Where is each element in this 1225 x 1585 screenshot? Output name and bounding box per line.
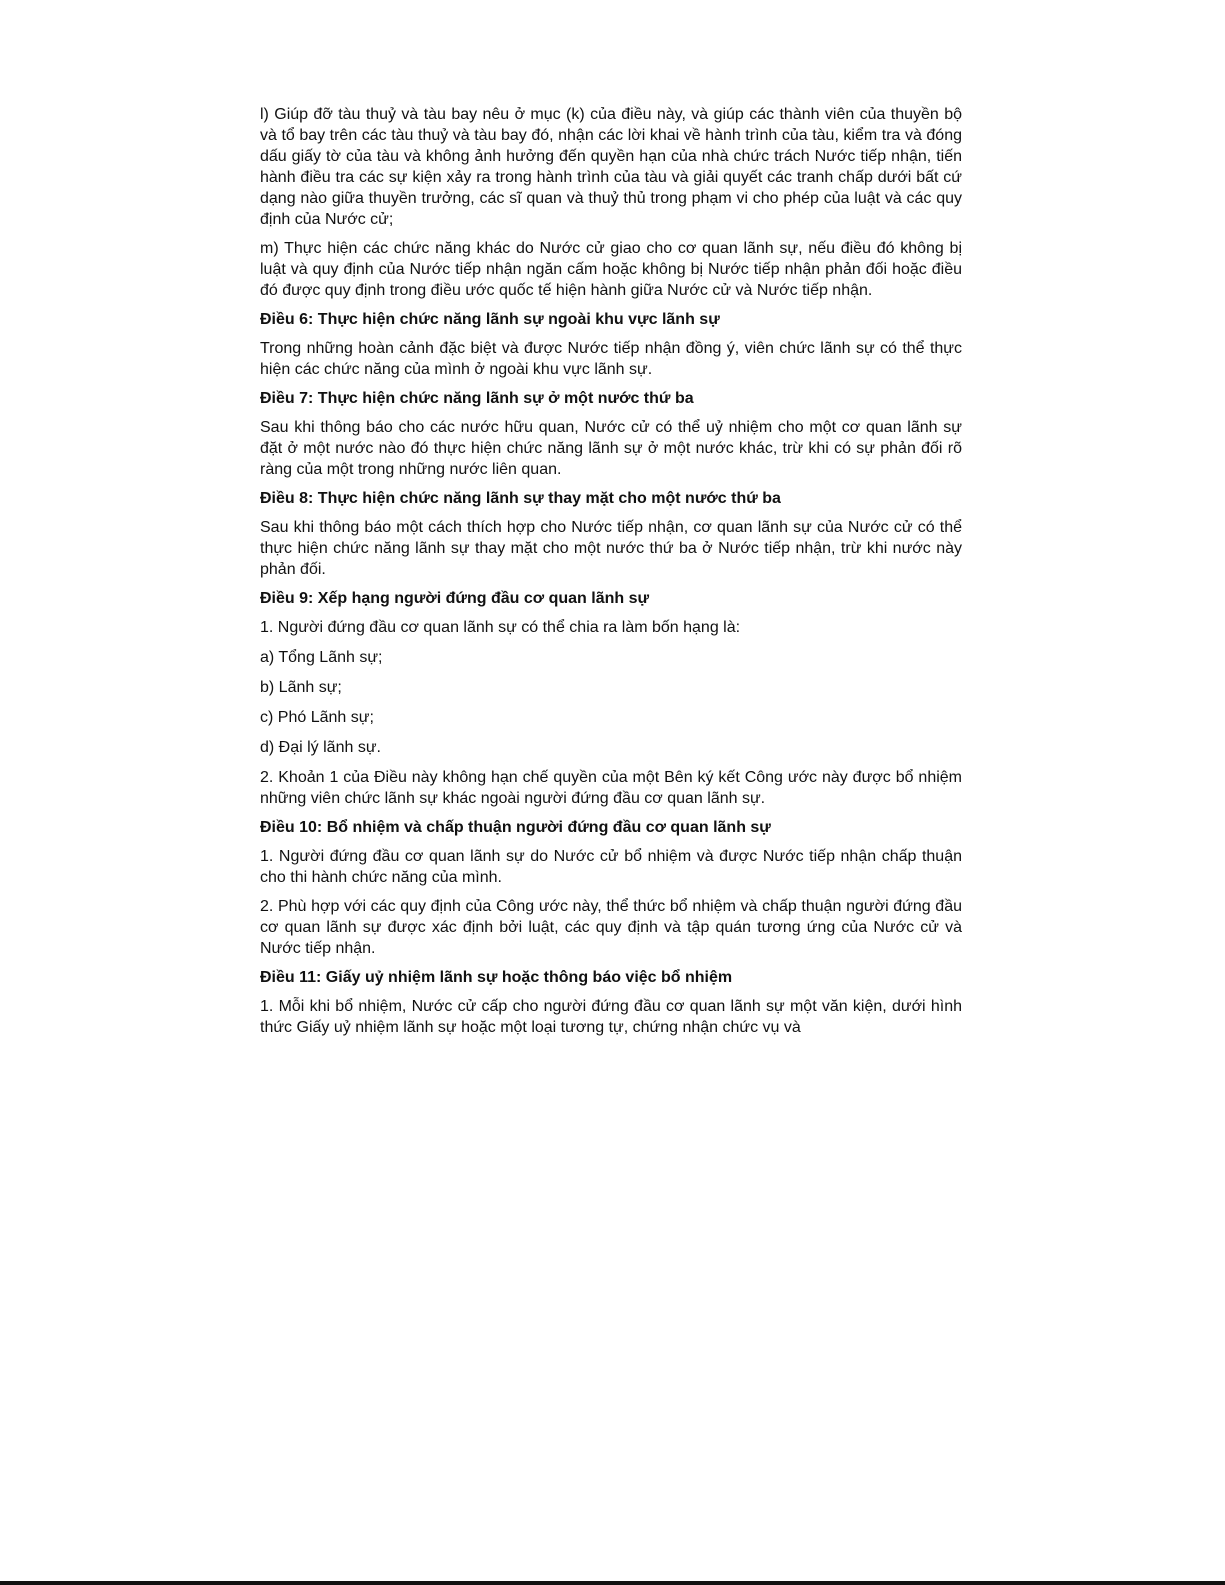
article-10-heading: Điều 10: Bổ nhiệm và chấp thuận người đứng đầu cơ quan lãnh sự bbox=[260, 819, 771, 836]
article-6-heading: Điều 6: Thực hiện chức năng lãnh sự ngoài khu vực lãnh sự bbox=[260, 311, 720, 328]
paragraph-l: l) Giúp đỡ tàu thuỷ và tàu bay nêu ở mục (k) của điều này, và giúp các thành viên của thuyền bộ và tổ bay trên các tàu thuỷ và tàu bay đó, nhận các lời khai về hành trình của tàu, kiểm tra và đóng dấu giấy tờ của tàu và không ảnh hưởng đến quyền hạn của nhà chức trách Nước tiếp nhận, tiến hành điều tra các sự kiện xảy ra trong hành trình của tàu và giải quyết các tranh chấp dưới bất cứ dạng nào giữa thuyền trưởng, các sĩ quan và thuỷ thủ trong phạm vi cho phép của luật và các quy định của Nước cử; bbox=[260, 106, 962, 228]
article-9-item-a: a) Tổng Lãnh sự; bbox=[260, 649, 383, 666]
article-9-heading: Điều 9: Xếp hạng người đứng đầu cơ quan lãnh sự bbox=[260, 590, 650, 607]
article-9-clause-2: 2. Khoản 1 của Điều này không hạn chế quyền của một Bên ký kết Công ước này được bổ nhiệm những viên chức lãnh sự khác ngoài người đứng đầu cơ quan lãnh sự. bbox=[260, 769, 962, 807]
article-9-item-d: d) Đại lý lãnh sự. bbox=[260, 739, 381, 756]
article-10-clause-1: 1. Người đứng đầu cơ quan lãnh sự do Nước cử bổ nhiệm và được Nước tiếp nhận chấp thuận cho thi hành chức năng của mình. bbox=[260, 848, 962, 886]
article-11-clause-1: 1. Mỗi khi bổ nhiệm, Nước cử cấp cho người đứng đầu cơ quan lãnh sự một văn kiện, dưới hình thức Giấy uỷ nhiệm lãnh sự hoặc một loại tương tự, chứng nhận chức vụ và bbox=[260, 998, 962, 1036]
paragraph-m: m) Thực hiện các chức năng khác do Nước cử giao cho cơ quan lãnh sự, nếu điều đó không bị luật và quy định của Nước tiếp nhận ngăn cấm hoặc không bị Nước tiếp nhận phản đối hoặc điều đó được quy định trong điều ước quốc tế hiện hành giữa Nước cử và Nước tiếp nhận. bbox=[260, 240, 962, 299]
article-11-heading: Điều 11: Giấy uỷ nhiệm lãnh sự hoặc thông báo việc bổ nhiệm bbox=[260, 969, 733, 986]
article-9-item-c: c) Phó Lãnh sự; bbox=[260, 709, 374, 726]
article-8-body: Sau khi thông báo một cách thích hợp cho Nước tiếp nhận, cơ quan lãnh sự của Nước cử có thể thực hiện chức năng lãnh sự thay mặt cho một nước thứ ba ở Nước tiếp nhận, trừ khi nước này phản đối. bbox=[260, 519, 962, 578]
article-10-clause-2: 2. Phù hợp với các quy định của Công ước này, thể thức bổ nhiệm và chấp thuận người đứng đầu cơ quan lãnh sự được xác định bởi luật, các quy định và tập quán tương ứng của Nước cử và Nước tiếp nhận. bbox=[260, 898, 962, 957]
document-page bbox=[260, 104, 962, 1046]
article-6-body: Trong những hoàn cảnh đặc biệt và được Nước tiếp nhận đồng ý, viên chức lãnh sự có thể thực hiện các chức năng của mình ở ngoài khu vực lãnh sự. bbox=[260, 340, 962, 378]
article-7-body: Sau khi thông báo cho các nước hữu quan, Nước cử có thể uỷ nhiệm cho một cơ quan lãnh sự đặt ở một nước nào đó thực hiện chức năng lãnh sự ở một nước khác, trừ khi có sự phản đối rõ ràng của một trong những nước liên quan. bbox=[260, 419, 962, 478]
article-9-clause-1: 1. Người đứng đầu cơ quan lãnh sự có thể chia ra làm bốn hạng là: bbox=[260, 619, 741, 636]
article-7-heading: Điều 7: Thực hiện chức năng lãnh sự ở một nước thứ ba bbox=[260, 390, 694, 407]
article-9-item-b: b) Lãnh sự; bbox=[260, 679, 342, 696]
article-8-heading: Điều 8: Thực hiện chức năng lãnh sự thay mặt cho một nước thứ ba bbox=[260, 490, 781, 507]
bottom-border bbox=[0, 1581, 1225, 1585]
